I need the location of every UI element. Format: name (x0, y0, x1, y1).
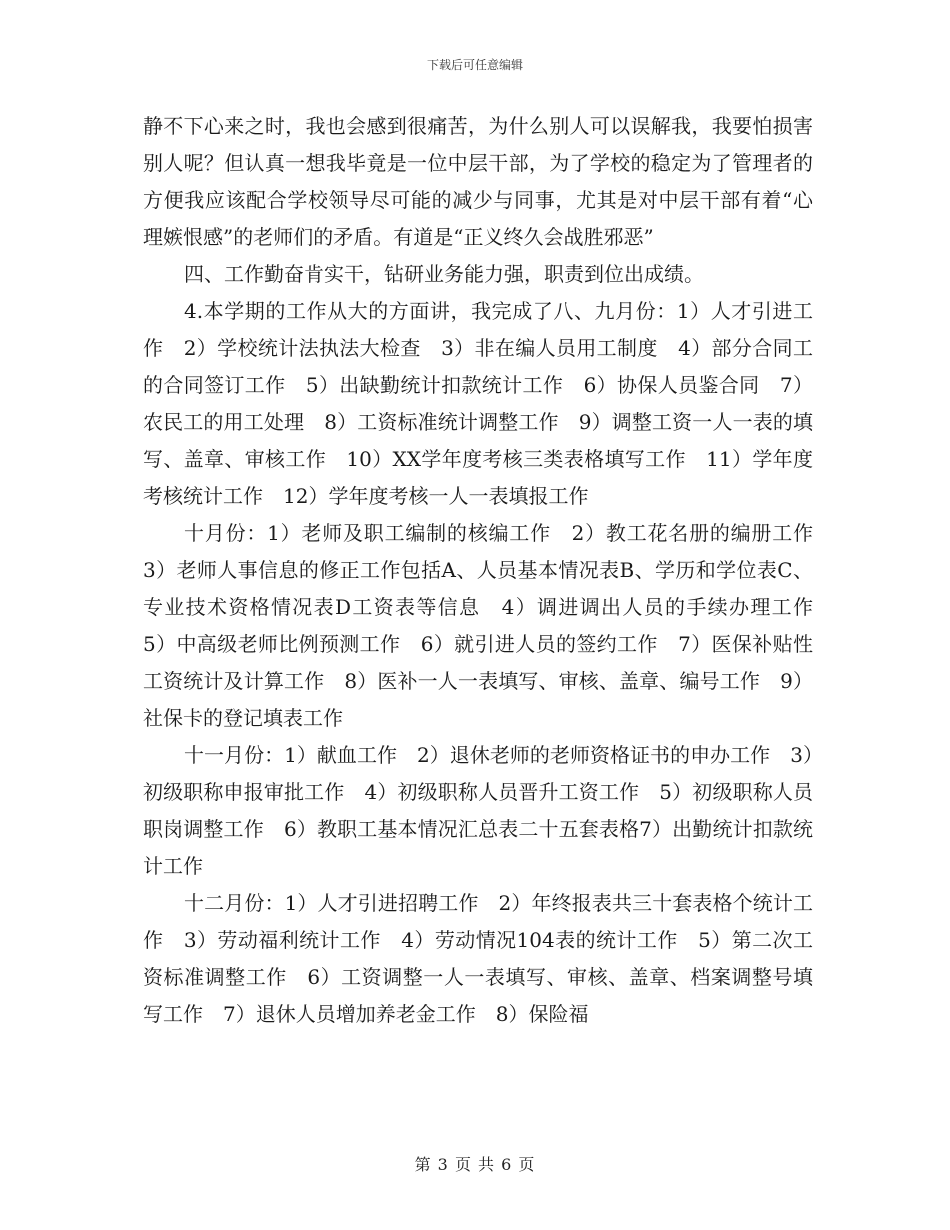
page-number-footer: 第 3 页 共 6 页 (414, 1155, 536, 1174)
paragraph-december-work: 十二月份：1）人才引进招聘工作 2）年终报表共三十套表格个统计工作 3）劳动福利统计工作 4）劳动情况104表的统计工作 5）第二次工资标准调整工作 6）工资调整一人一表填写、审核、盖章、档案调整号填写工作 7）退休人员增加养老金工作 8）保险福 (143, 891, 813, 1026)
paragraph-continuation: 静不下心来之时，我也会感到很痛苦，为什么别人可以误解我，我要怕损害别人呢？但认真一想我毕竟是一位中层干部，为了学校的稳定为了管理者的方便我应该配合学校领导尽可能的减少与同事，尤其是对中层干部有着“心理嫉恨感”的老师们的矛盾。有道是“正义终久会战胜邪恶” (143, 114, 813, 249)
document-body (143, 108, 833, 1033)
paragraph-october-work: 十月份：1）老师及职工编制的核编工作 2）教工花名册的编册工作 3）老师人事信息的修正工作包括A、人员基本情况表B、学历和学位表C、专业技术资格情况表D工资表等信息 4）调进调出人员的手续办理工作 5）中高级老师比例预测工作 6）就引进人员的签约工作 7）医保补贴性工资统计及计算工作 8）医补一人一表填写、审核、盖章、编号工作 9）社保卡的登记填表工作 (143, 521, 833, 730)
page-header: 下载后可任意编辑 (426, 58, 523, 72)
section-heading-four: 四、工作勤奋肯实干，钻研业务能力强，职责到位出成绩。 (184, 262, 704, 286)
paragraph-aug-sep-work: 4.本学期的工作从大的方面讲，我完成了八、九月份：1）人才引进工作 2）学校统计法执法大检查 3）非在编人员用工制度 4）部分合同工的合同签订工作 5）出缺勤统计扣款统计工作 6）协保人员鉴合同 7）农民工的用工处理 8）工资标准统计调整工作 9）调整工资一人一表的填写、盖章、审核工作 10）XX学年度考核三类表格填写工作 11）学年度考核统计工作 12）学年度考核一人一表填报工作 (143, 299, 813, 508)
paragraph-november-work: 十一月份：1）献血工作 2）退休老师的老师资格证书的申办工作 3）初级职称申报审批工作 4）初级职称人员晋升工资工作 5）初级职称人员职岗调整工作 6）教职工基本情况汇总表二十五套表格7）出勤统计扣款统计工作 (143, 743, 813, 878)
